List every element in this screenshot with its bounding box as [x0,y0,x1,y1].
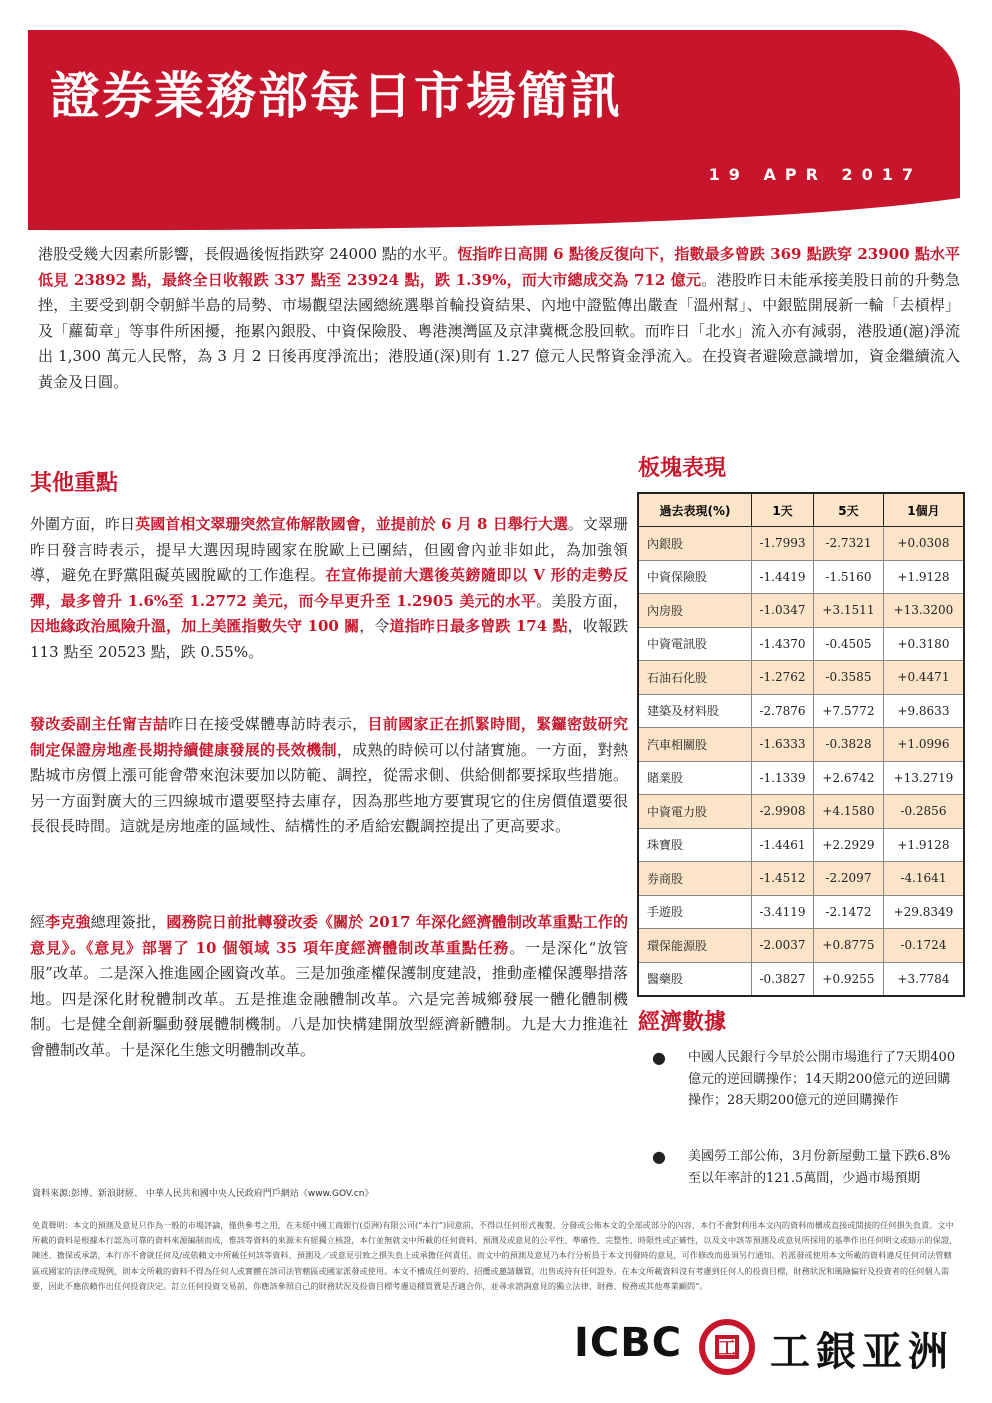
table-row [638,795,964,829]
economic-heading: 經濟數據 [638,1010,727,1035]
icbc-logo-icon [698,1318,756,1376]
table-row [638,828,964,862]
other-p3-text-a: 經 [30,913,46,931]
table-row [638,962,964,996]
sector-name-cell: 石油石化股 [638,661,752,695]
value-cell: +0.8775 [813,929,883,963]
table-row [638,895,964,929]
other-p3-text-c: 總理簽批， [90,913,167,931]
other-p3-highlight-b: 李克強 [45,913,91,931]
other-p1-highlight-b: 英國首相文翠珊突然宣佈解散國會，並提前於 6 月 8 日舉行大選 [135,515,568,533]
value-cell: -1.6333 [752,728,814,762]
other-p3-highlight-d: 國務院日前批轉發改委《關於 2017 年深化經濟體制改革重點工作的意見》。《意見》部署了 10 個領域 35 項年度經濟體制改革重點任務 [30,913,628,957]
sector-name-cell: 珠寶股 [638,828,752,862]
sector-name-cell: 醫藥股 [638,962,752,996]
value-cell: +1.0996 [883,728,964,762]
disclaimer: 免責聲明：本文的預測及意見只作為一般的市場評論，僅供參考之用，在未經中國工商銀行(亞洲)有限公司(“本行”)同意前，不得以任何形式複製、分發或公佈本文的全部或部分的內容，本行不會對利用本文內的資料而構成直接或間接的任何損失負責。文中所載的資料是根據本行認為可靠的資料來源編制而成，惟該等資料的來源未有經獨立核證，本行並無就文中所載的任何資料、預測及或意見的公平性、準確性、完整性、時限性或正確性，以及文中該等預測及或意見所採用的基準作出任何明文或暗示的保證、陳述、擔保或承諾，本行亦不會就任何及/或依賴文中所載任何該等資料、預測及／或意見引致之損失負上或承擔任何責任。而文中的預測及意見乃本行分析員于本文刊發時的意見，可作修改而毋須另行通知。若派發或使用本文所載的資料違反任何司法管轄區或國家的法律或規例，則本文所載的資料不得為任何人或實體在該司法管轄區或國家派發或使用。本文不構成任何要約、招攬或邀請購買，出售或持有任何證券。在本文所載資料沒有考慮到任何人的投資目標，財務狀況和風險偏好及投資者的任何個人需要，因此不應依賴作出任何投資決定。訂立任何投資交易前，你應該參照自己的財務狀況及投資目標考慮這種買賣是否適合你，並尋求諮詢意見的獨立法律、財務、稅務或其他專業顧問”。 [32,1220,958,1291]
table-row [638,560,964,594]
column-header: 過去表現(%) [638,493,752,527]
column-header: 1個月 [883,493,964,527]
sector-name-cell: 內銀股 [638,527,752,561]
value-cell: -1.1339 [752,761,814,795]
value-cell: +0.3180 [883,627,964,661]
other-p1-text-e: 。美股方面， [536,591,628,610]
value-cell: +13.3200 [883,594,964,628]
focus-news-heading: 焦點新聞 [50,206,139,231]
value-cell: +13.2719 [883,761,964,795]
bullet-icon: ● [652,1048,666,1067]
other-paragraph-3 [30,910,628,1063]
focus-highlight: 恆指昨日高開 6 點後反復向下，指數最多曾跌 369 點跌穿 23900 點水平低見 23892 點，最終全日收報跌 337 點至 23924 點，跌 1.39%，而大市總成交為 712 億元 [38,245,960,289]
sector-name-cell: 汽車相關股 [638,728,752,762]
value-cell: +0.0308 [883,527,964,561]
bullet-icon: ● [652,1147,666,1166]
value-cell: +4.1580 [813,795,883,829]
logo-mark-char: 工 [718,1338,736,1359]
value-cell: +1.9128 [883,560,964,594]
report-date: 19 APR 2017 [708,165,922,184]
value-cell: +29.8349 [883,895,964,929]
value-cell: +3.7784 [883,962,964,996]
value-cell: -3.4119 [752,895,814,929]
value-cell: -1.5160 [813,560,883,594]
other-news-heading: 其他重點 [30,471,119,496]
table-row [638,728,964,762]
table-row [638,527,964,561]
value-cell: -1.0347 [752,594,814,628]
sector-heading: 板塊表現 [638,456,727,481]
table-row [638,929,964,963]
table-row [638,694,964,728]
icbc-logo-cn: 工銀亚洲 [770,1329,954,1375]
value-cell: -2.7876 [752,694,814,728]
other-p2-text-d: ，成熟的時候可以付諸實施。一方面，對熱點城市房價上漲可能會帶來泡沫要加以防範、調控，從需求側、供給側都要採取些措施。另一方面對廣大的三四線城市還要堅持去庫存，因為那些地方要實現它的住房價值還要很長很長時間。這就是房地產的區域性、結構性的矛盾給宏觀調控提出了更高要求。 [30,740,628,835]
value-cell: +2.2929 [813,828,883,862]
other-p1-text-i: ，收報跌 113 點至 20523 點，跌 0.55%。 [30,617,628,661]
other-p1-highlight-h: 道指昨日最多曾跌 174 點 [389,617,568,635]
focus-text-2: 。港股昨日未能承接美股日前的升勢急挫，主要受到朝令朝鮮半島的局勢、市場觀望法國總統選舉首輪投資結果、內地中證監傳出嚴查「溫州幫」、中銀監開展新一輪「去槓桿」及「蘿蔔章」等事件所困擾，拖累內銀股、中資保險股、粵港澳灣區及京津冀概念股回軟。而昨日「北水」流入亦有減弱，港股通(滬)淨流出 1,300 萬元人民幣，為 3 月 2 日後再度淨流出；港股通(深)則有 1.27 億元人民幣資金淨流入。在投資者避險意識增加，資金繼續流入黃金及日圓。 [38,270,960,391]
sector-name-cell: 賭業股 [638,761,752,795]
other-paragraph-1 [30,512,628,665]
value-cell: +2.6742 [813,761,883,795]
other-p3-text-e: 。一是深化“放管服”改革。二是深入推進國企國資改革。三是加強產權保護制度建設，推動產權保護舉措落地。四是深化財稅體制改革。五是推進金融體制改革。六是完善城鄉發展一體化體制機制。七是健全創新驅動發展體制機制。八是加快構建開放型經濟新體制。九是大力推進社會體制改革。十是深化生態文明體制改革。 [30,938,629,1059]
value-cell: -1.4512 [752,862,814,896]
value-cell: -0.2856 [883,795,964,829]
sector-performance-table [637,492,965,997]
economic-item: 中國人民銀行今早於公開市場進行了7天期400億元的逆回購操作；14天期200億元的逆回購操作；28天期200億元的逆回購操作 [688,1050,956,1108]
value-cell: -1.4419 [752,560,814,594]
value-cell: +9.8633 [883,694,964,728]
table-row [638,661,964,695]
value-cell: +3.1511 [813,594,883,628]
value-cell: -4.1641 [883,862,964,896]
sector-name-cell: 中資保險股 [638,560,752,594]
icbc-logo-text: ICBC [574,1320,683,1366]
sector-name-cell: 內房股 [638,594,752,628]
source-note: 資料來源:彭博、新浪財經、 中華人民共和國中央人民政府門戶網站《www.GOV.cn》 [32,1189,374,1199]
value-cell: -0.1724 [883,929,964,963]
value-cell: -0.3585 [813,661,883,695]
other-paragraph-2 [30,712,628,840]
sector-name-cell: 中資電力股 [638,795,752,829]
value-cell: -2.7321 [813,527,883,561]
sector-name-cell: 建築及材料股 [638,694,752,728]
focus-news-paragraph [38,242,960,395]
value-cell: -0.3828 [813,728,883,762]
value-cell: -2.9908 [752,795,814,829]
value-cell: -1.4461 [752,828,814,862]
focus-text-1: 港股受幾大因素所影響，長假過後恆指跌穿 24000 點的水平。 [38,245,458,263]
table-row [638,627,964,661]
economic-item: 美國勞工部公佈，3月份新屋動工量下跌6.8%至以年率計的121.5萬間，少過市場預期 [688,1149,951,1186]
value-cell: +1.9128 [883,828,964,862]
banner-curve [0,192,992,232]
value-cell: -2.0037 [752,929,814,963]
page-title: 證券業務部每日市場簡訊 [50,67,622,125]
table-header-row [638,493,964,527]
value-cell: -1.4370 [752,627,814,661]
other-p1-highlight-d: 在宣佈提前大選後英鎊隨即以 V 形的走勢反彈，最多曾升 1.6%至 1.2772 美元，而今早更升至 1.2905 美元的水平 [30,566,628,610]
table-row [638,862,964,896]
table-row [638,594,964,628]
value-cell: -1.2762 [752,661,814,695]
value-cell: -0.3827 [752,962,814,996]
value-cell: -2.1472 [813,895,883,929]
value-cell: -2.2097 [813,862,883,896]
other-p1-text-g: ，令 [359,617,390,635]
value-cell: +0.4471 [883,661,964,695]
value-cell: -0.4505 [813,627,883,661]
sector-name-cell: 手遊股 [638,895,752,929]
other-p2-text-b: 昨日在接受媒體專訪時表示， [168,715,368,733]
value-cell: -1.7993 [752,527,814,561]
column-header: 1天 [752,493,814,527]
sector-name-cell: 券商股 [638,862,752,896]
value-cell: +7.5772 [813,694,883,728]
sector-name-cell: 環保能源股 [638,929,752,963]
other-p1-highlight-f: 因地緣政治風險升溫，加上美匯指數失守 100 關 [30,617,360,635]
sector-name-cell: 中資電訊股 [638,627,752,661]
other-p2-highlight-c: 目前國家正在抓緊時間，緊鑼密鼓研究制定保證房地產長期持續健康發展的長效機制 [30,715,628,759]
column-header: 5天 [813,493,883,527]
value-cell: +0.9255 [813,962,883,996]
other-p2-highlight-a: 發改委副主任甯吉喆 [30,715,169,733]
other-p1-text-a: 外圍方面，昨日 [30,515,136,533]
other-p1-text-c: 。文翠珊昨日發言時表示，提早大選因現時國家在脫歐上已團結，但國會內並非如此，為加強領導，避免在野黨阻礙英國脫歐的工作進程。 [30,515,628,584]
table-row [638,761,964,795]
